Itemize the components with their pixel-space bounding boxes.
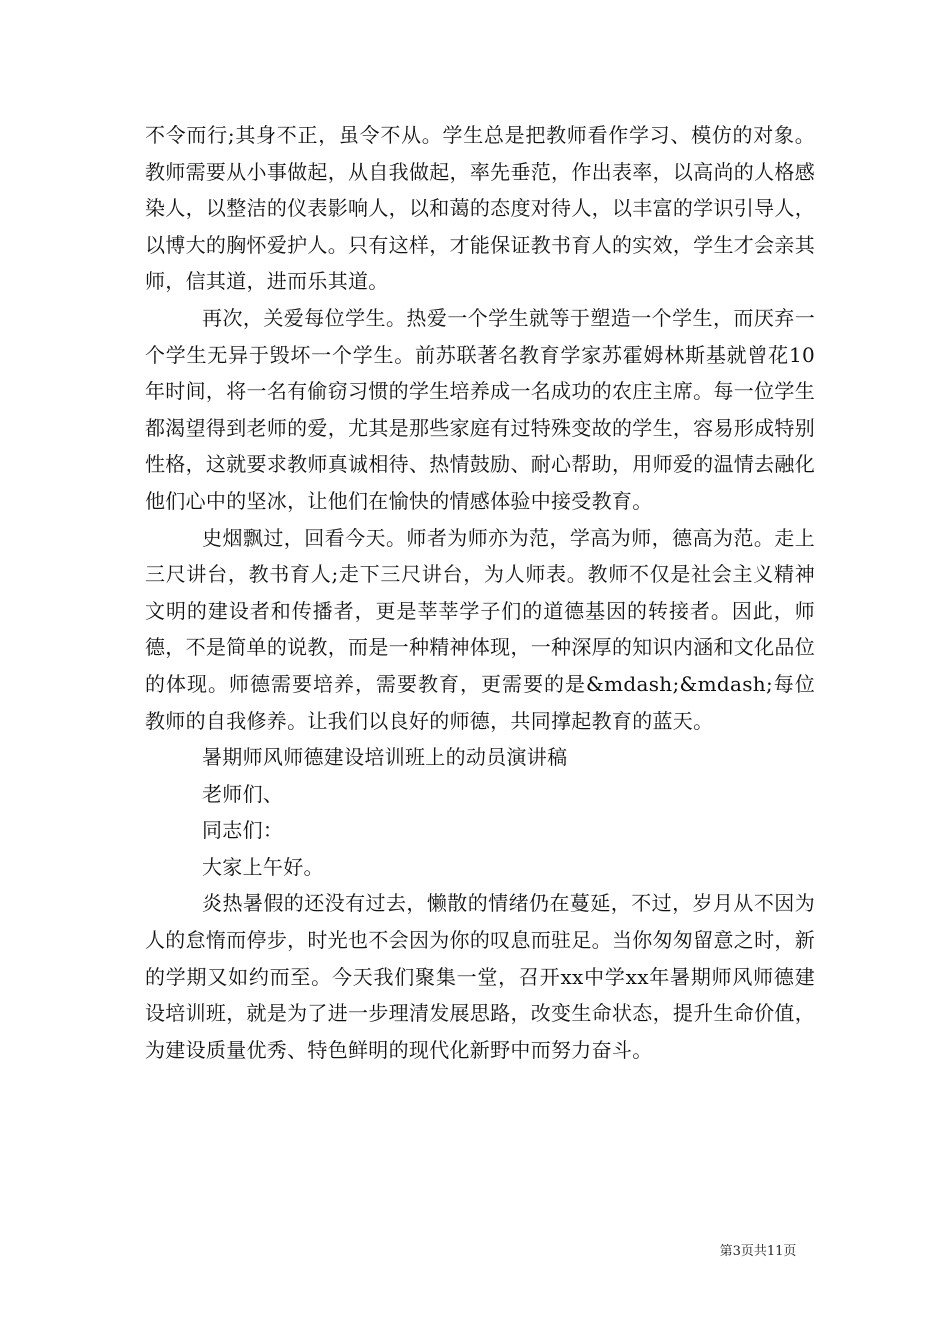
paragraph-1: 不令而行;其身不正，虽令不从。学生总是把教师看作学习、模仿的对象。教师需要从小事做起，从自我做起，率先垂范，作出表率，以高尚的人格感染人，以整洁的仪表影响人，以和蔼的态度对待人，以丰富的学识引导人，以博大的胸怀爱护人。只有这样，才能保证教书育人的实效，学生才会亲其师，信其道，进而乐其道。 [145,123,815,294]
paragraph-4: 炎热暑假的还没有过去，懒散的情绪仍在蔓延，不过，岁月从不因为人的怠惰而停步，时光也不会因为你的叹息而驻足。当你匆匆留意之时，新的学期又如约而至。今天我们聚集一堂，召开xx中学xx年暑期师风师德建设培训班，就是为了进一步理清发展思路，改变生命状态，提升生命价值，为建设质量优秀、特色鲜明的现代化新野中而努力奋斗。 [145,891,815,1062]
page-footer [0,1244,950,1260]
speech-title: 暑期师风师德建设培训班上的动员演讲稿 [202,745,568,770]
greeting: 大家上午好。 [202,854,324,879]
document-body [145,117,815,1068]
salutation-comrades: 同志们： [202,818,284,843]
paragraph-3: 史烟飘过，回看今天。师者为师亦为范，学高为师，德高为范。走上三尺讲台，教书育人;走下三尺讲台，为人师表。教师不仅是社会主义精神文明的建设者和传播者，更是莘莘学子们的道德基因的转接者。因此，师德，不是简单的说教，而是一种精神体现，一种深厚的知识内涵和文化品位的体现。师德需要培养，需要教育，更需要的是&mdash;&mdash;每位教师的自我修养。让我们以良好的师德，共同撑起教育的蓝天。 [145,525,815,733]
salutation-teachers: 老师们、 [202,781,284,806]
paragraph-2: 再次，关爱每位学生。热爱一个学生就等于塑造一个学生，而厌弃一个学生无异于毁坏一个学生。前苏联著名教育学家苏霍姆林斯基就曾花10年时间，将一名有偷窃习惯的学生培养成一名成功的农庄主席。每一位学生都渴望得到老师的爱，尤其是那些家庭有过特殊变故的学生，容易形成特别性格，这就要求教师真诚相待、热情鼓励、耐心帮助，用师爱的温情去融化他们心中的坚冰，让他们在愉快的情感体验中接受教育。 [145,305,815,513]
page-number: 第3页共11页 [719,1244,797,1259]
